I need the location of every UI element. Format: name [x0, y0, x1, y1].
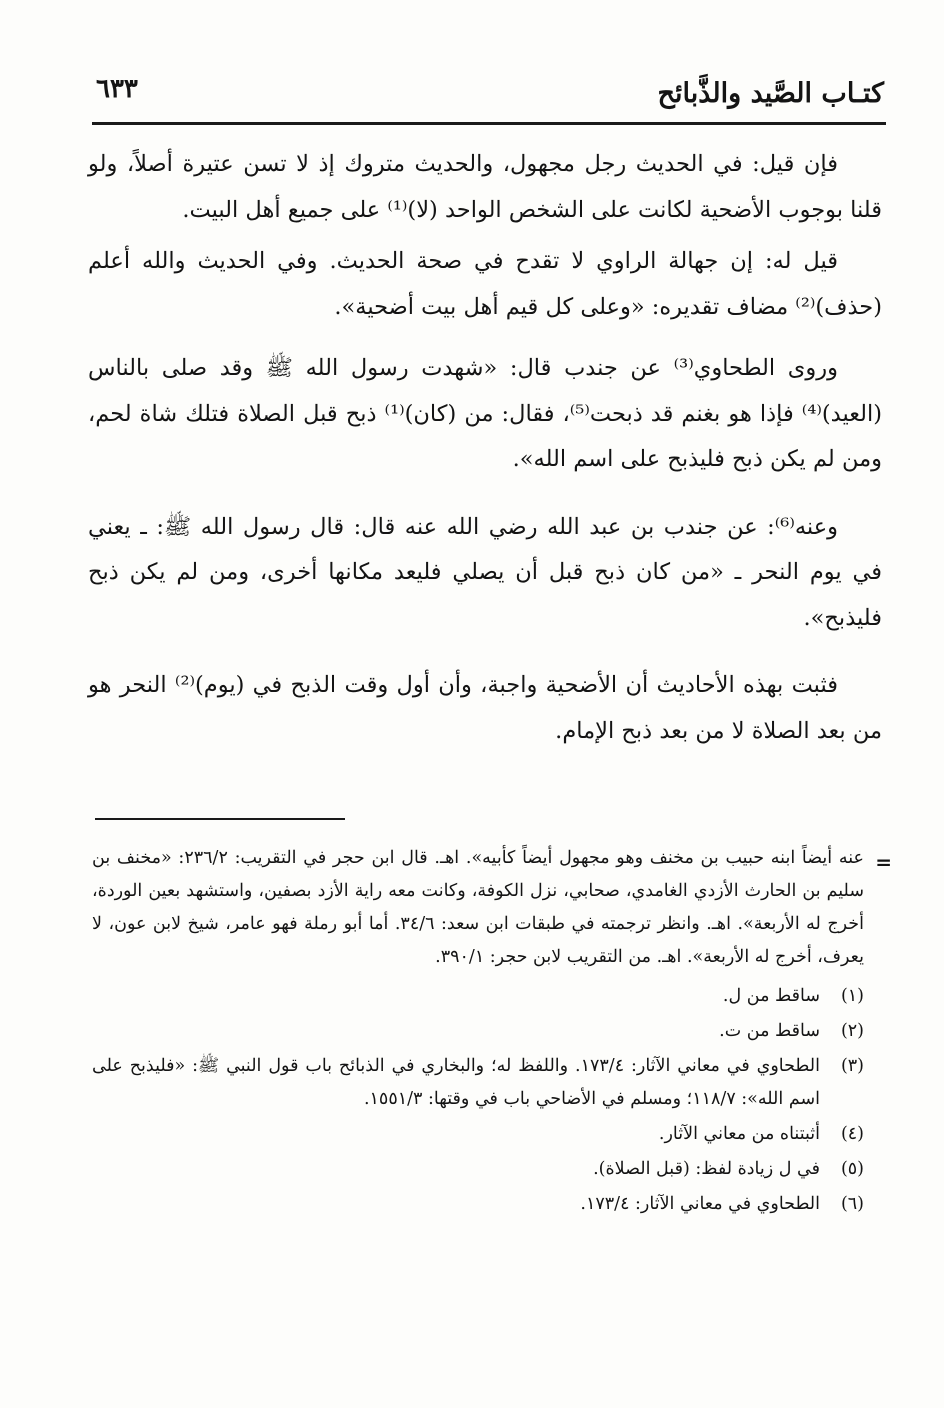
- footnote-5: [92, 1153, 864, 1186]
- footnote-text: ساقط من ل.: [722, 986, 820, 1006]
- footnote-2: [92, 1015, 864, 1048]
- footnote-6: [92, 1188, 864, 1221]
- footnote-number: (٢): [840, 1021, 864, 1041]
- footnote-number: (٦): [840, 1194, 864, 1214]
- footnote-4: [92, 1118, 864, 1151]
- footnote-number: (٥): [840, 1159, 864, 1179]
- page-header: [92, 66, 888, 118]
- paragraph-3: وروى الطحاوي⁽³⁾ عن جندب قال: «شهدت رسول الله ﷺ وقد صلى بالناس (العيد)⁽⁴⁾ فإذا هو بغنم قد ذبحت⁽⁵⁾، فقال: من (كان)⁽¹⁾ ذبح قبل الصلاة فتلك شاة لحم، ومن لم يكن ذبح فليذبح على اسم الله».: [88, 355, 882, 472]
- paragraph-4: وعنه⁽⁶⁾: عن جندب بن عبد الله رضي الله عنه قال: قال رسول الله ﷺ: ـ يعني في يوم النحر ـ «من كان ذبح قبل أن يصلي فليعد مكانها أخرى، ومن لم يكن ذبح فليذبح».: [88, 513, 882, 631]
- footnote-text: في ل زيادة لفظ: (قبل الصلاة).: [593, 1159, 820, 1179]
- footnote-continuation: عنه أيضاً ابنه حبيب بن مخنف وهو مجهول أيضاً كأبيه». اهـ. قال ابن حجر في التقريب: ٢٣٦/٢: «مخنف بن سليم بن الحارث الأزدي الغامدي، صحابي، نزل الكوفة، وكانت معه راية الأزد بصفين، واستشهد بعين الوردة، أخرج له الأربعة». اهـ. وانظر ترجمته في طبقات ابن سعد: ٣٤/٦. أما أبو رملة فهو عامر، شيخ لابن عون، لا يعرف، أخرج له الأربعة». اهـ. من التقريب لابن حجر: ٣٩٠/١.: [92, 848, 864, 967]
- main-text: [88, 142, 882, 754]
- footnote-text: أثبتناه من معاني الآثار.: [658, 1124, 820, 1144]
- footnote-number: (١): [840, 986, 864, 1006]
- footnote-text: الطحاوي في معاني الآثار: ١٧٣/٤. واللفظ له؛ والبخاري في الذبائح باب قول النبي ﷺ: «فليذبح على اسم الله»: ١١٨/٧؛ ومسلم في الأضاحي باب في وقتها: ١٥٥١/٣.: [92, 1056, 820, 1109]
- header-rule: [92, 122, 886, 125]
- footnote-number: (٤): [840, 1124, 864, 1144]
- paragraph-5: فثبت بهذه الأحاديث أن الأضحية واجبة، وأن أول وقت الذبح في (يوم)⁽²⁾ النحر هو من بعد الصلاة لا من بعد ذبح الإمام.: [88, 672, 882, 744]
- footnote-1: [92, 980, 864, 1013]
- footnote-3: [92, 1050, 864, 1116]
- page-number: ٦٣٣: [96, 74, 138, 104]
- continuation-mark: =: [875, 850, 892, 874]
- paragraph-1: فإن قيل: في الحديث رجل مجهول، والحديث متروك إذ لا تسن عتيرة أصلاً، ولو قلنا بوجوب الأضحية لكانت على الشخص الواحد (لا)⁽¹⁾ على جميع أهل البيت.: [88, 151, 882, 223]
- footnote-text: الطحاوي في معاني الآثار: ١٧٣/٤.: [580, 1194, 820, 1214]
- footnote-rule: [95, 818, 345, 820]
- footnotes: [92, 842, 864, 1221]
- footnote-text: ساقط من ت.: [719, 1021, 820, 1041]
- footnote-number: (٣): [840, 1056, 864, 1076]
- running-title: كتـاب الصَّيد والذَّبائح: [657, 78, 884, 109]
- paragraph-2: قيل له: إن جهالة الراوي لا تقدح في صحة الحديث. وفي الحديث والله أعلم (حذف)⁽²⁾ مضاف تقديره: «وعلى كل قيم أهل بيت أضحية».: [88, 248, 882, 320]
